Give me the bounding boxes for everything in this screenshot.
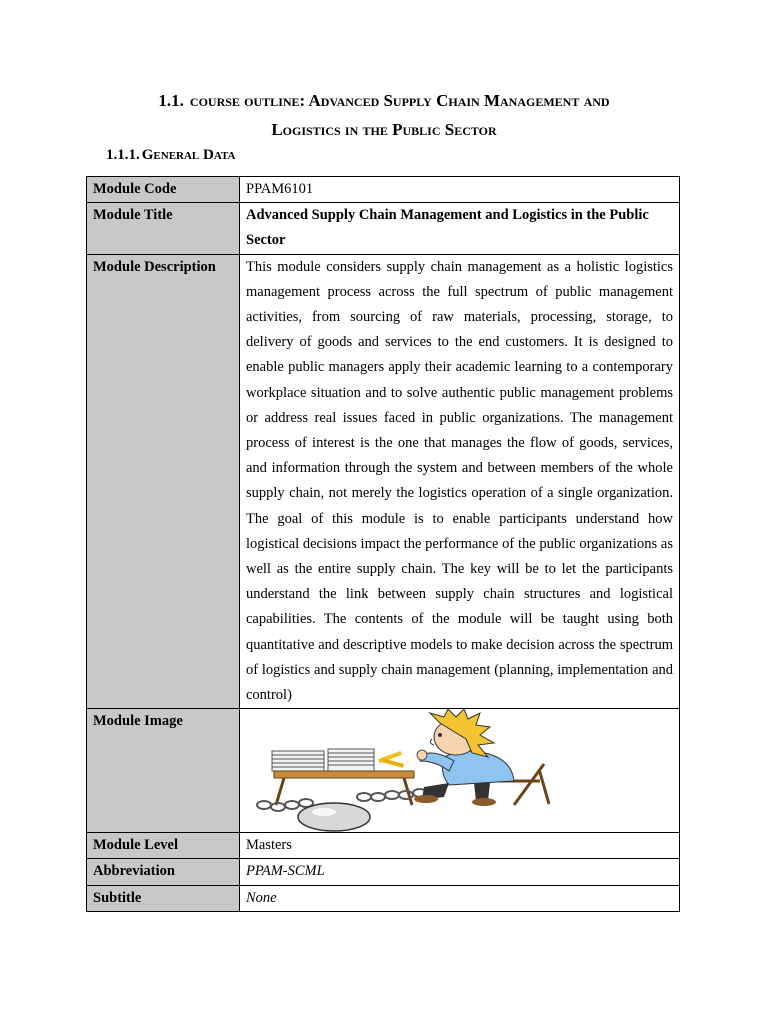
table-row (87, 177, 680, 203)
table-row (87, 833, 680, 859)
abbreviation-label: Abbreviation (87, 859, 240, 885)
section-title-line1: course outline: Advanced Supply Chain Management and (189, 91, 610, 110)
table-row (87, 885, 680, 911)
paper-stack-icon (272, 749, 374, 771)
table-row (87, 254, 680, 709)
subtitle-value: None (240, 885, 680, 911)
table-row (87, 709, 680, 833)
table-row (87, 203, 680, 254)
module-level-value: Masters (240, 833, 680, 859)
subtitle-label: Subtitle (87, 885, 240, 911)
pencil-icon (378, 751, 404, 768)
section-number: 1.1. (158, 91, 184, 110)
abbreviation-value: PPAM-SCML (240, 859, 680, 885)
module-title-value: Advanced Supply Chain Management and Logistics in the Public Sector (240, 203, 680, 254)
module-image (244, 709, 614, 832)
module-title-label: Module Title (87, 203, 240, 254)
module-description-label: Module Description (87, 254, 240, 709)
person-icon (414, 709, 514, 806)
module-level-label: Module Level (87, 833, 240, 859)
subsection-heading (106, 147, 235, 164)
module-description-value: This module considers supply chain management as a holistic logistics management process across the full spectrum of public management activities, from sourcing of raw materials, processing, storage, to delivery of goods and services to the end customers. It is designed to enable public managers apply their academic learning to a contemporary workplace situation and to solve authentic public management problems or address real issues faced in public organizations. The management process of interest is the one that manages the flow of goods, services, and information through the system and between members of the whole supply chain, not merely the logistics operation of a single organization. The goal of this module is to enable participants understand how logistical decisions impact the performance of the public organizations as well as the entire supply chain. The key will be to let the participants understand the link between supply chain structures and logistical capabilities. The contents of the module will be taught using both quantitative and descriptive models to make decision across the spectrum of logistics and supply chain management (planning, implementation and control) (240, 254, 680, 709)
section-heading (0, 86, 768, 144)
module-code-label: Module Code (87, 177, 240, 203)
module-image-label: Module Image (87, 709, 240, 833)
table-row (87, 859, 680, 885)
subsection-number: 1.1.1. (106, 147, 140, 163)
subsection-title: General Data (141, 147, 236, 163)
module-code-value: PPAM6101 (240, 177, 680, 203)
general-data-table (86, 176, 680, 912)
section-title-line2: Logistics in the Public Sector (271, 120, 497, 139)
ball-icon (298, 803, 370, 831)
desk (274, 771, 414, 778)
module-image-cell (240, 709, 680, 833)
